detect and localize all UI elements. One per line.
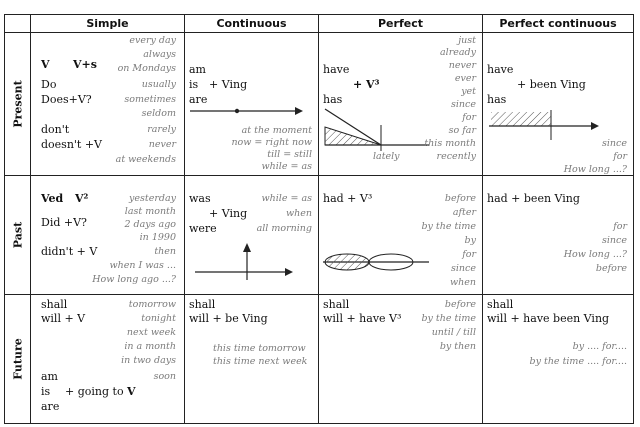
- marker: until / till: [431, 327, 476, 338]
- form: have: [487, 63, 514, 76]
- marker: never: [148, 139, 176, 150]
- marker: all morning: [256, 223, 312, 234]
- marker: next week: [126, 327, 176, 338]
- form: V: [41, 58, 50, 71]
- marker: always: [143, 49, 176, 60]
- marker: before: [444, 299, 476, 310]
- form: will + V: [41, 312, 86, 325]
- row-label-present: Present: [5, 33, 31, 176]
- row-label-past: Past: [5, 176, 31, 295]
- present-perfect-cell: [319, 33, 483, 176]
- marker: usually: [141, 79, 176, 90]
- future-simple-cell: [31, 295, 185, 423]
- timeline-diagram: [185, 103, 319, 123]
- form: has: [487, 93, 507, 106]
- marker: How long ...?: [563, 249, 627, 260]
- marker: every day: [129, 35, 176, 46]
- marker: at weekends: [115, 154, 176, 165]
- marker: by the time: [421, 313, 476, 324]
- marker: after: [452, 207, 476, 218]
- form: are: [41, 400, 60, 413]
- form: have: [323, 63, 350, 76]
- marker: just: [458, 35, 476, 46]
- marker: since: [602, 235, 627, 246]
- form: had + been Ving: [487, 192, 580, 205]
- past-perfect-cell: [319, 176, 483, 295]
- form: + V³: [353, 78, 380, 91]
- present-simple-cell: [31, 33, 185, 176]
- form: + been Ving: [517, 78, 586, 91]
- header-perfect-continuous: Perfect continuous: [483, 15, 633, 33]
- form: has: [323, 93, 343, 106]
- form: V: [127, 385, 136, 398]
- marker: by the time .... for....: [529, 356, 627, 367]
- marker: by .... for....: [572, 341, 627, 352]
- header-continuous: Continuous: [185, 15, 319, 33]
- marker: by the time: [421, 221, 476, 232]
- form: were: [189, 222, 217, 235]
- marker: seldom: [141, 108, 176, 119]
- marker: at the moment: [241, 125, 312, 136]
- marker: How long ago ...?: [92, 274, 176, 285]
- marker: before: [444, 193, 476, 204]
- form: V²: [75, 192, 89, 205]
- interrupted-action-diagram: [185, 240, 319, 280]
- marker: then: [154, 246, 176, 257]
- marker: this time next week: [213, 356, 308, 367]
- marker: tonight: [141, 313, 176, 324]
- past-simple-cell: [31, 176, 185, 295]
- marker: this month: [424, 138, 476, 149]
- form: will + have been Ving: [487, 312, 610, 325]
- form: am: [41, 370, 58, 383]
- marker: before: [595, 263, 627, 274]
- form: am: [189, 63, 206, 76]
- form: shall: [487, 298, 514, 311]
- form: are: [189, 93, 208, 106]
- form: was: [189, 192, 211, 205]
- marker: never: [448, 60, 476, 71]
- marker: last month: [124, 206, 176, 217]
- form: Do: [41, 78, 57, 91]
- duration-diagram: [483, 106, 633, 142]
- marker: when: [450, 277, 476, 288]
- form: is: [189, 78, 199, 91]
- marker: for: [613, 221, 627, 232]
- present-perfect-continuous-cell: [483, 33, 633, 176]
- form: + Ving: [209, 78, 248, 91]
- marker: for: [613, 151, 627, 162]
- header-perfect: Perfect: [319, 15, 483, 33]
- marker: since: [451, 99, 476, 110]
- form: Does+V?: [41, 93, 92, 106]
- marker: on Mondays: [117, 63, 176, 74]
- marker: now = right now: [231, 137, 312, 148]
- marker: by then: [439, 341, 476, 352]
- form: will + have V³: [323, 312, 402, 325]
- form: + Ving: [209, 207, 248, 220]
- marker: How long ...?: [563, 164, 627, 175]
- marker: rarely: [147, 124, 176, 135]
- marker: ever: [454, 73, 476, 84]
- marker: by: [464, 235, 476, 246]
- marker: in two days: [121, 355, 176, 366]
- marker: while = as: [261, 193, 312, 204]
- marker: while = as: [261, 161, 312, 172]
- future-perfect-continuous-cell: [483, 295, 633, 423]
- marker: 2 days ago: [124, 219, 176, 230]
- marker: tomorrow: [128, 299, 176, 310]
- marker: for: [462, 249, 476, 260]
- marker: this time tomorrow: [213, 343, 306, 354]
- form: V+s: [73, 58, 97, 71]
- form: will + be Ving: [189, 312, 268, 325]
- future-perfect-cell: [319, 295, 483, 423]
- header-simple: Simple: [31, 15, 185, 33]
- form: don't: [41, 123, 70, 136]
- form: + going to: [65, 385, 124, 398]
- marker: since: [451, 263, 476, 274]
- marker: in 1990: [139, 232, 176, 243]
- past-continuous-cell: [185, 176, 319, 295]
- past-perfect-continuous-cell: [483, 176, 633, 295]
- marker: yet: [461, 86, 476, 97]
- marker: in a month: [124, 341, 176, 352]
- marker: yesterday: [129, 193, 176, 204]
- marker: so far: [448, 125, 476, 136]
- marker: when I was ...: [109, 260, 176, 271]
- form: didn't + V: [41, 245, 98, 258]
- form: Ved: [41, 192, 64, 205]
- marker: lately: [373, 151, 400, 162]
- marker: soon: [153, 371, 176, 382]
- form: shall: [41, 298, 68, 311]
- marker: already: [440, 47, 476, 58]
- form: Did +V?: [41, 216, 87, 229]
- present-continuous-cell: [185, 33, 319, 176]
- marker: for: [462, 112, 476, 123]
- form: shall: [323, 298, 350, 311]
- marker: sometimes: [124, 94, 176, 105]
- form: had + V³: [323, 192, 373, 205]
- marker: recently: [436, 151, 476, 162]
- marker: since: [602, 138, 627, 149]
- future-continuous-cell: [185, 295, 319, 423]
- corner-cell: [5, 15, 31, 33]
- row-label-future: Future: [5, 295, 31, 423]
- tenses-table: [4, 14, 634, 424]
- form: is: [41, 385, 51, 398]
- form: shall: [189, 298, 216, 311]
- marker: when: [286, 208, 312, 219]
- form: doesn't +V: [41, 138, 103, 151]
- marker: till = still: [267, 149, 312, 160]
